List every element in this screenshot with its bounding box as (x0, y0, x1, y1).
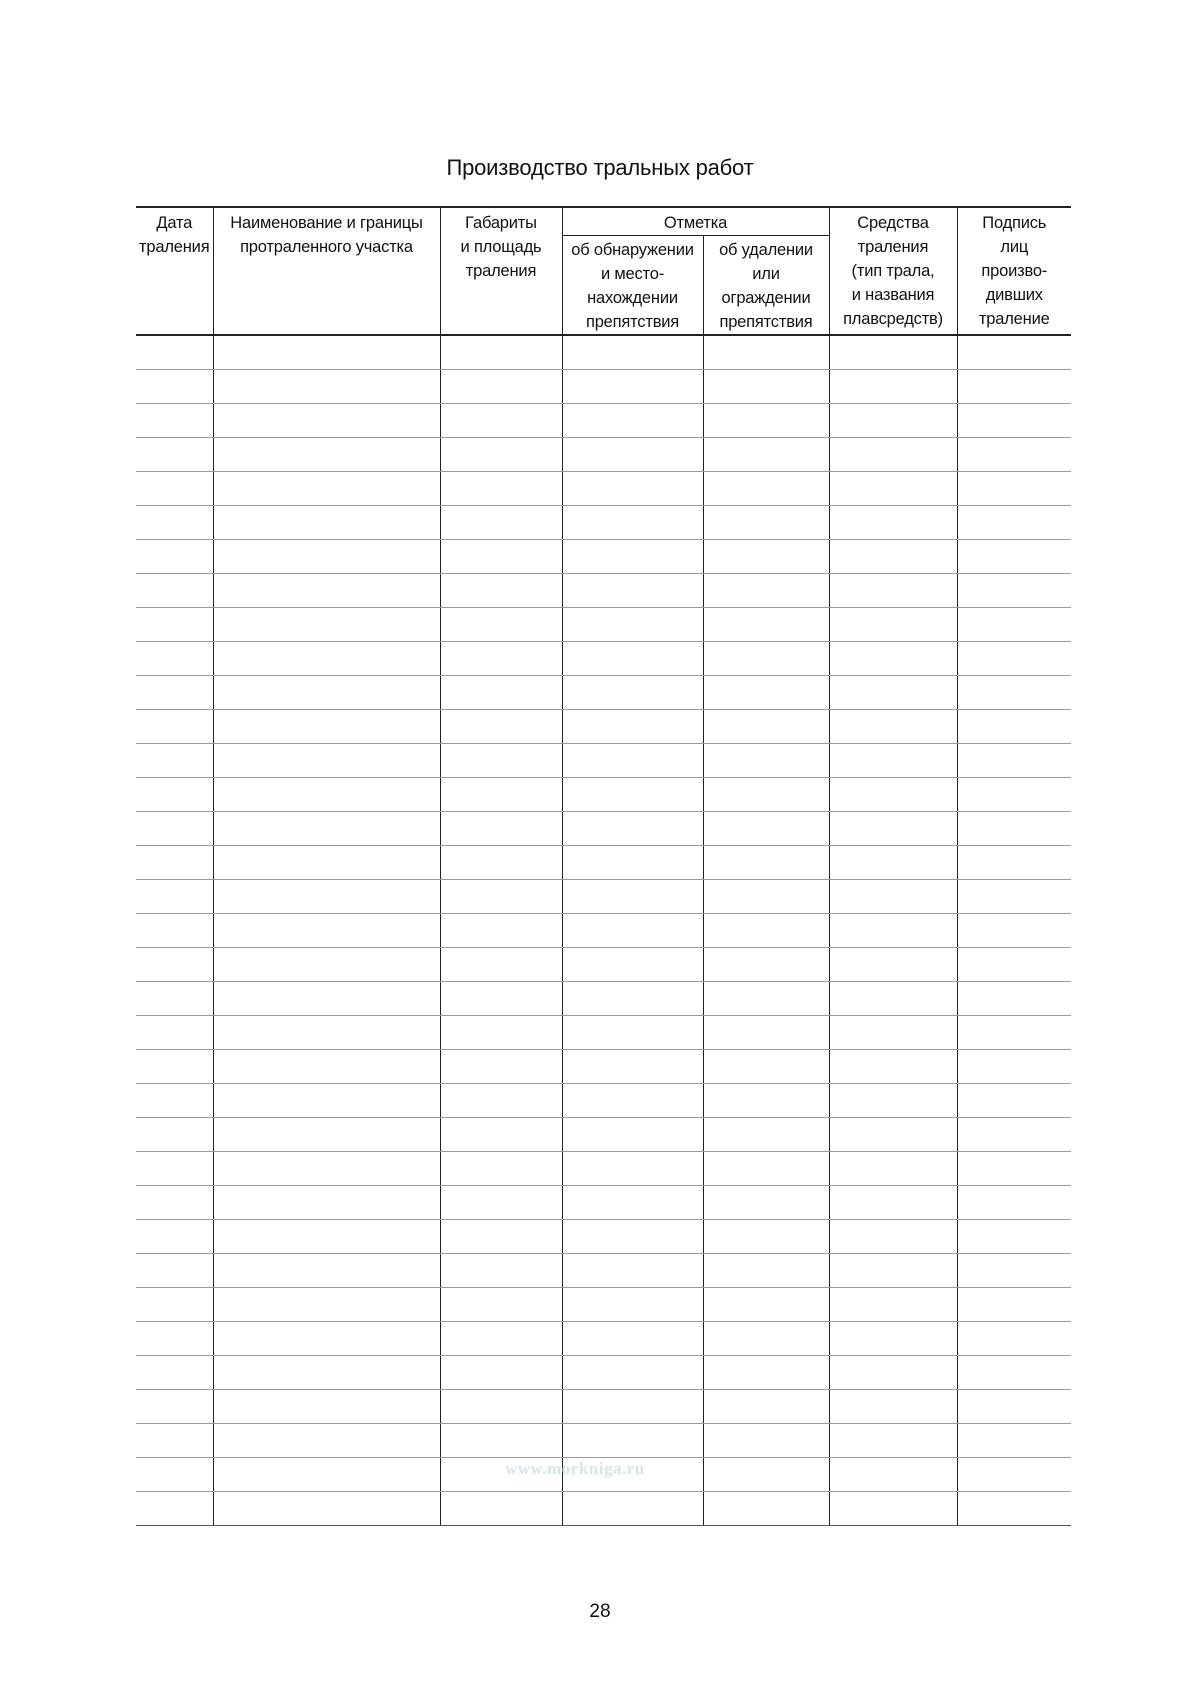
table-cell[interactable] (440, 608, 562, 642)
table-cell[interactable] (829, 1424, 957, 1458)
table-cell[interactable] (136, 540, 213, 574)
table-cell[interactable] (562, 1084, 703, 1118)
table-cell[interactable] (213, 914, 440, 948)
table-cell[interactable] (440, 744, 562, 778)
table-row (136, 1288, 1071, 1322)
table-cell[interactable] (213, 574, 440, 608)
table-cell[interactable] (213, 1220, 440, 1254)
table-cell[interactable] (136, 982, 213, 1016)
table-cell[interactable] (562, 676, 703, 710)
table-cell[interactable] (213, 404, 440, 438)
table-cell[interactable] (562, 540, 703, 574)
table-cell[interactable] (703, 472, 829, 506)
table-row (136, 472, 1071, 506)
table-cell[interactable] (136, 335, 213, 370)
table-cell[interactable] (213, 370, 440, 404)
table-cell[interactable] (703, 1390, 829, 1424)
table-cell[interactable] (829, 1118, 957, 1152)
table-cell[interactable] (957, 642, 1071, 676)
table-cell[interactable] (440, 540, 562, 574)
table-cell[interactable] (213, 1390, 440, 1424)
table-cell[interactable] (440, 1016, 562, 1050)
table-row (136, 540, 1071, 574)
column-header-obstacle-removal: об удалении или ограждении препятствия (703, 236, 829, 336)
table-cell[interactable] (136, 438, 213, 472)
table-cell[interactable] (957, 710, 1071, 744)
table-cell[interactable] (440, 982, 562, 1016)
table-cell[interactable] (829, 846, 957, 880)
column-header-trawling-means: Средства траления (тип трала, и названия плавсредств) (829, 207, 957, 335)
watermark: www.morkniga.ru (505, 1459, 645, 1478)
table-cell[interactable] (136, 812, 213, 846)
table-row (136, 846, 1071, 880)
table-cell[interactable] (957, 1118, 1071, 1152)
table-cell[interactable] (957, 404, 1071, 438)
table-cell[interactable] (829, 506, 957, 540)
table-cell[interactable] (562, 438, 703, 472)
table-cell[interactable] (213, 506, 440, 540)
table-cell[interactable] (440, 472, 562, 506)
table-cell[interactable] (136, 608, 213, 642)
table-cell[interactable] (213, 1424, 440, 1458)
table-row (136, 710, 1071, 744)
table-row (136, 1084, 1071, 1118)
table-cell[interactable] (213, 472, 440, 506)
table-cell[interactable] (703, 1016, 829, 1050)
table-cell[interactable] (136, 1050, 213, 1084)
table-cell[interactable] (562, 812, 703, 846)
table-cell[interactable] (829, 1322, 957, 1356)
column-header-signature: Подпись лиц произво- дивших траление (957, 207, 1071, 335)
table-row (136, 1492, 1071, 1526)
column-header-area-name: Наименование и границы протраленного участка (213, 207, 440, 335)
table-cell[interactable] (829, 1254, 957, 1288)
table-cell[interactable] (703, 914, 829, 948)
table-cell[interactable] (703, 506, 829, 540)
table-cell[interactable] (957, 1084, 1071, 1118)
table-row (136, 1254, 1071, 1288)
table-cell[interactable] (703, 1492, 829, 1526)
table-cell[interactable] (136, 914, 213, 948)
table-cell[interactable] (957, 438, 1071, 472)
table-cell[interactable] (136, 1220, 213, 1254)
table-cell[interactable] (136, 846, 213, 880)
table-cell[interactable] (957, 1254, 1071, 1288)
table-cell[interactable] (136, 1424, 213, 1458)
table-cell[interactable] (703, 676, 829, 710)
table-row (136, 404, 1071, 438)
table-cell[interactable] (703, 574, 829, 608)
table-cell[interactable] (440, 1050, 562, 1084)
table-cell[interactable] (440, 642, 562, 676)
table-row (136, 982, 1071, 1016)
table-cell[interactable] (562, 1288, 703, 1322)
table-cell[interactable] (703, 846, 829, 880)
table-row (136, 948, 1071, 982)
table-cell[interactable] (957, 1016, 1071, 1050)
table-cell[interactable] (703, 982, 829, 1016)
table-row (136, 506, 1071, 540)
table-cell[interactable] (957, 1458, 1071, 1492)
table-row (136, 1356, 1071, 1390)
table-cell[interactable] (703, 812, 829, 846)
table-cell[interactable] (562, 1118, 703, 1152)
table-cell[interactable] (829, 540, 957, 574)
table-cell[interactable] (136, 1390, 213, 1424)
table-cell[interactable] (562, 1390, 703, 1424)
table-cell[interactable] (213, 948, 440, 982)
table-cell[interactable] (829, 1288, 957, 1322)
table-cell[interactable] (136, 1356, 213, 1390)
table-cell[interactable] (213, 335, 440, 370)
table-cell[interactable] (957, 914, 1071, 948)
table-cell[interactable] (703, 1050, 829, 1084)
table-cell[interactable] (562, 948, 703, 982)
table-row (136, 914, 1071, 948)
table-cell[interactable] (829, 1186, 957, 1220)
table-cell[interactable] (213, 540, 440, 574)
table-cell[interactable] (440, 438, 562, 472)
table-cell[interactable] (213, 1492, 440, 1526)
table-cell[interactable] (829, 438, 957, 472)
table-cell[interactable] (562, 744, 703, 778)
table-cell[interactable] (213, 608, 440, 642)
table-cell[interactable] (957, 1424, 1071, 1458)
table-cell[interactable] (703, 438, 829, 472)
table-cell[interactable] (213, 438, 440, 472)
table-cell[interactable] (136, 1186, 213, 1220)
table-cell[interactable] (213, 1118, 440, 1152)
table-cell[interactable] (829, 1492, 957, 1526)
table-row (136, 1424, 1071, 1458)
table-cell[interactable] (957, 1492, 1071, 1526)
table-row (136, 608, 1071, 642)
table-cell[interactable] (440, 1492, 562, 1526)
table-cell[interactable] (703, 880, 829, 914)
column-header-dimensions: Габариты и площадь траления (440, 207, 562, 335)
table-cell[interactable] (562, 1152, 703, 1186)
table-cell[interactable] (829, 370, 957, 404)
table-cell[interactable] (440, 370, 562, 404)
table-cell[interactable] (829, 948, 957, 982)
table-cell[interactable] (136, 778, 213, 812)
table-cell[interactable] (213, 982, 440, 1016)
column-group-mark: Отметка (562, 207, 829, 236)
table-cell[interactable] (440, 1356, 562, 1390)
table-cell[interactable] (703, 1186, 829, 1220)
table-row (136, 335, 1071, 370)
table-cell[interactable] (213, 778, 440, 812)
table-cell[interactable] (562, 1492, 703, 1526)
table-cell[interactable] (440, 1390, 562, 1424)
table-cell[interactable] (562, 1322, 703, 1356)
table-cell[interactable] (136, 404, 213, 438)
table-cell[interactable] (440, 846, 562, 880)
table-cell[interactable] (957, 1390, 1071, 1424)
table-cell[interactable] (703, 744, 829, 778)
table-cell[interactable] (957, 880, 1071, 914)
table-cell[interactable] (562, 846, 703, 880)
table-cell[interactable] (136, 574, 213, 608)
table-cell[interactable] (136, 1084, 213, 1118)
table-cell[interactable] (213, 1254, 440, 1288)
table-cell[interactable] (213, 1356, 440, 1390)
table-cell[interactable] (440, 778, 562, 812)
table-cell[interactable] (957, 506, 1071, 540)
table-cell[interactable] (562, 778, 703, 812)
table-cell[interactable] (703, 1254, 829, 1288)
table-cell[interactable] (136, 710, 213, 744)
table-cell[interactable] (440, 1118, 562, 1152)
table-cell[interactable] (957, 744, 1071, 778)
table-cell[interactable] (957, 982, 1071, 1016)
table-cell[interactable] (703, 1152, 829, 1186)
table-cell[interactable] (213, 1084, 440, 1118)
page-number: 28 (589, 1601, 611, 1622)
table-cell[interactable] (957, 1186, 1071, 1220)
table-cell[interactable] (829, 812, 957, 846)
table-cell[interactable] (957, 370, 1071, 404)
table-cell[interactable] (136, 948, 213, 982)
table-cell[interactable] (703, 1084, 829, 1118)
table-cell[interactable] (213, 880, 440, 914)
table-cell[interactable] (829, 1220, 957, 1254)
table-cell[interactable] (562, 574, 703, 608)
table-cell[interactable] (703, 370, 829, 404)
table-cell[interactable] (703, 608, 829, 642)
table-row (136, 1220, 1071, 1254)
table-cell[interactable] (562, 914, 703, 948)
table-cell[interactable] (562, 1356, 703, 1390)
table-cell[interactable] (136, 1458, 213, 1492)
table-cell[interactable] (703, 642, 829, 676)
table-cell[interactable] (829, 1152, 957, 1186)
table-cell[interactable] (829, 744, 957, 778)
table-cell[interactable] (213, 1458, 440, 1492)
table-row (136, 370, 1071, 404)
table-row (136, 1390, 1071, 1424)
table-cell[interactable] (829, 1084, 957, 1118)
table-cell[interactable] (440, 710, 562, 744)
table-row (136, 778, 1071, 812)
table-cell[interactable] (829, 982, 957, 1016)
table-cell[interactable] (829, 642, 957, 676)
table-cell[interactable] (213, 744, 440, 778)
table-cell[interactable] (703, 778, 829, 812)
table-cell[interactable] (136, 1152, 213, 1186)
table-cell[interactable] (440, 1186, 562, 1220)
table-cell[interactable] (440, 1084, 562, 1118)
table-cell[interactable] (562, 710, 703, 744)
table-cell[interactable] (829, 1390, 957, 1424)
table-row (136, 812, 1071, 846)
table-cell[interactable] (703, 335, 829, 370)
table-cell[interactable] (440, 335, 562, 370)
table-cell[interactable] (440, 676, 562, 710)
table-cell[interactable] (440, 1220, 562, 1254)
table-cell[interactable] (829, 914, 957, 948)
table-cell[interactable] (829, 608, 957, 642)
table-cell[interactable] (829, 1016, 957, 1050)
table-cell[interactable] (829, 1356, 957, 1390)
table-cell[interactable] (957, 1220, 1071, 1254)
table-cell[interactable] (213, 1016, 440, 1050)
table-cell[interactable] (957, 1152, 1071, 1186)
table-cell[interactable] (440, 1254, 562, 1288)
table-cell[interactable] (562, 1220, 703, 1254)
table-cell[interactable] (440, 404, 562, 438)
table-cell[interactable] (136, 370, 213, 404)
table-cell[interactable] (440, 1288, 562, 1322)
table-cell[interactable] (440, 506, 562, 540)
table-cell[interactable] (562, 1050, 703, 1084)
table-cell[interactable] (829, 1458, 957, 1492)
table-cell[interactable] (829, 676, 957, 710)
table-cell[interactable] (136, 1254, 213, 1288)
table-cell[interactable] (562, 642, 703, 676)
table-cell[interactable] (213, 642, 440, 676)
table-cell[interactable] (703, 1220, 829, 1254)
table-row (136, 438, 1071, 472)
table-cell[interactable] (136, 1118, 213, 1152)
table-cell[interactable] (440, 1322, 562, 1356)
table-cell[interactable] (440, 914, 562, 948)
table-cell[interactable] (703, 540, 829, 574)
table-row (136, 1016, 1071, 1050)
table-cell[interactable] (957, 472, 1071, 506)
table-cell[interactable] (703, 1424, 829, 1458)
table-cell[interactable] (562, 335, 703, 370)
table-cell[interactable] (213, 1050, 440, 1084)
table-cell[interactable] (703, 948, 829, 982)
table-row (136, 1186, 1071, 1220)
table-cell[interactable] (562, 1016, 703, 1050)
table-cell[interactable] (703, 1118, 829, 1152)
table-cell[interactable] (136, 744, 213, 778)
table-cell[interactable] (562, 982, 703, 1016)
table-cell[interactable] (213, 1186, 440, 1220)
column-header-obstacle-detection: об обнаружении и место- нахождении препятствия (562, 236, 703, 336)
table-cell[interactable] (562, 1186, 703, 1220)
table-row (136, 676, 1071, 710)
table-cell[interactable] (440, 812, 562, 846)
table-cell[interactable] (957, 676, 1071, 710)
table-cell[interactable] (136, 676, 213, 710)
table-cell[interactable] (213, 1322, 440, 1356)
table-cell[interactable] (440, 948, 562, 982)
table-row (136, 1322, 1071, 1356)
table-cell[interactable] (957, 948, 1071, 982)
table-cell[interactable] (136, 1288, 213, 1322)
table-cell[interactable] (136, 1492, 213, 1526)
table-cell[interactable] (136, 472, 213, 506)
table-row (136, 574, 1071, 608)
table-row (136, 1050, 1071, 1084)
table-cell[interactable] (829, 335, 957, 370)
table-cell[interactable] (703, 1288, 829, 1322)
table-cell[interactable] (829, 574, 957, 608)
table-cell[interactable] (957, 540, 1071, 574)
table-row (136, 744, 1071, 778)
table-cell[interactable] (829, 404, 957, 438)
table-cell[interactable] (703, 404, 829, 438)
table-cell[interactable] (957, 574, 1071, 608)
table-cell[interactable] (562, 370, 703, 404)
table-cell[interactable] (440, 1152, 562, 1186)
table-cell[interactable] (957, 1050, 1071, 1084)
table-cell[interactable] (957, 778, 1071, 812)
table-cell[interactable] (440, 1424, 562, 1458)
table-row (136, 642, 1071, 676)
table-cell[interactable] (213, 812, 440, 846)
table-cell[interactable] (562, 472, 703, 506)
table-cell[interactable] (136, 642, 213, 676)
table-body (136, 335, 1071, 1526)
table-cell[interactable] (136, 1016, 213, 1050)
table-cell[interactable] (703, 710, 829, 744)
table-row (136, 1118, 1071, 1152)
table-cell[interactable] (703, 1322, 829, 1356)
page-title: Производство тральных работ (446, 155, 754, 180)
table-cell[interactable] (957, 1322, 1071, 1356)
table-cell[interactable] (136, 880, 213, 914)
table-cell[interactable] (829, 1050, 957, 1084)
table-cell[interactable] (440, 574, 562, 608)
table-cell[interactable] (957, 335, 1071, 370)
table-cell[interactable] (957, 846, 1071, 880)
table-cell[interactable] (957, 1356, 1071, 1390)
table-cell[interactable] (213, 846, 440, 880)
column-header-date: Дата траления (136, 207, 213, 335)
table-cell[interactable] (957, 1288, 1071, 1322)
table-cell[interactable] (829, 710, 957, 744)
table-row (136, 1152, 1071, 1186)
table-row (136, 880, 1071, 914)
table-cell[interactable] (957, 608, 1071, 642)
table-cell[interactable] (829, 472, 957, 506)
table-cell[interactable] (703, 1458, 829, 1492)
table-cell[interactable] (213, 1288, 440, 1322)
table-cell[interactable] (562, 506, 703, 540)
trawling-log-table (136, 206, 1071, 1526)
table-cell[interactable] (562, 880, 703, 914)
table-cell[interactable] (957, 812, 1071, 846)
table-cell[interactable] (440, 880, 562, 914)
table-cell[interactable] (213, 710, 440, 744)
table-cell[interactable] (703, 1356, 829, 1390)
table-cell[interactable] (829, 880, 957, 914)
table-cell[interactable] (829, 778, 957, 812)
table-cell[interactable] (136, 1322, 213, 1356)
table-cell[interactable] (562, 1424, 703, 1458)
table-cell[interactable] (562, 1254, 703, 1288)
table-cell[interactable] (213, 676, 440, 710)
table-cell[interactable] (136, 506, 213, 540)
table-cell[interactable] (213, 1152, 440, 1186)
table-cell[interactable] (562, 608, 703, 642)
table-cell[interactable] (562, 404, 703, 438)
